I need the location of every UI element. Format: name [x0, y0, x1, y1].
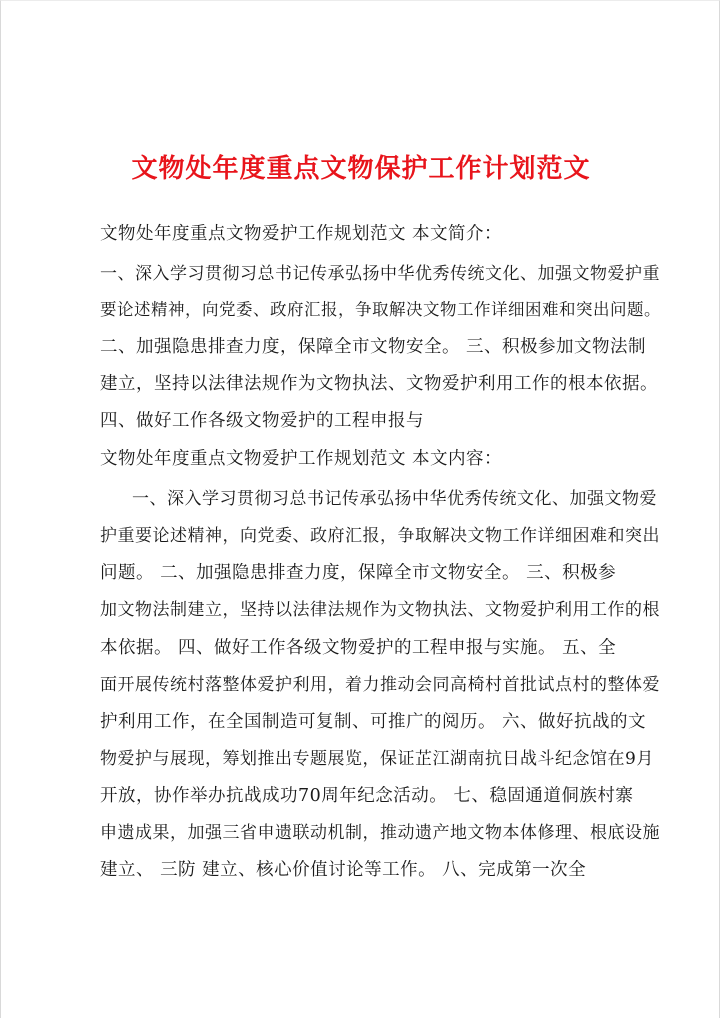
summary-line: 二、加强隐患排查力度，保障全市文物安全。 三、积极参加文物法制	[100, 337, 647, 357]
summary-line: 四、做好工作各级文物爱护的工程申报与	[100, 411, 424, 431]
content-line: 问题。 二、加强隐患排查力度，保障全市文物安全。 三、积极参	[100, 563, 617, 583]
content-line: 开放，协作举办抗战成功70周年纪念活动。 七、稳固通道侗族村寨	[100, 786, 634, 806]
content-line: 护利用工作，在全国制造可复制、可推广的阅历。 六、做好抗战的文	[100, 712, 647, 732]
summary-line: 一、深入学习贯彻习总书记传承弘扬中华优秀传统文化、加强文物爱护重	[100, 264, 660, 284]
content-line: 加文物法制建立，坚持以法律法规作为文物执法、文物爱护利用工作的根	[100, 600, 660, 620]
content-line: 一、深入学习贯彻习总书记传承弘扬中华优秀传统文化、加强文物爱	[132, 489, 657, 509]
summary-line: 要论述精神，向党委、政府汇报，争取解决文物工作详细困难和突出问题。	[100, 300, 661, 319]
summary-line: 建立，坚持以法律法规作为文物执法、文物爱护利用工作的根本依据。	[100, 374, 658, 394]
content-line: 物爱护与展现，筹划推出专题展览，保证芷江湖南抗日战斗纪念馆在9月	[100, 749, 654, 769]
summary-heading: 文物处年度重点文物爱护工作规划范文 本文简介：	[100, 224, 503, 244]
content-line: 申遗成果，加强三省申遗联动机制，推动遗产地文物本体修理、根底设施	[100, 823, 660, 843]
content-line: 护重要论述精神，向党委、政府汇报，争取解决文物工作详细困难和突出	[100, 526, 660, 546]
content-heading: 文物处年度重点文物爱护工作规划范文 本文内容：	[100, 449, 503, 469]
content-line: 面开展传统村落整体爱护利用，着力推动会同高椅村首批试点村的整体爱	[100, 675, 660, 695]
content-line: 建立、 三防 建立、核心价值讨论等工作。 八、完成第一次全	[100, 860, 587, 880]
content-line: 本依据。 四、做好工作各级文物爱护的工程申报与实施。 五、全	[100, 638, 617, 658]
document-title: 文物处年度重点文物保护工作计划范文	[131, 154, 591, 184]
